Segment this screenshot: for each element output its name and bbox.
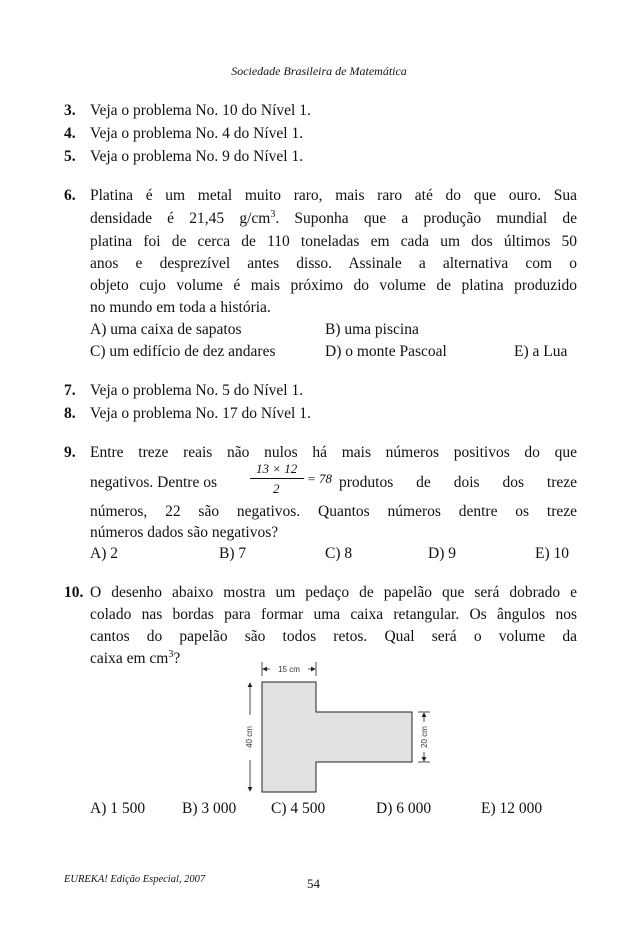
q9-option-a: A) 2 (90, 545, 118, 562)
item-7-text: Veja o problema No. 5 do Nível 1. (90, 382, 304, 399)
q10-option-a: A) 1 500 (90, 800, 146, 817)
q9-option-b: B) 7 (219, 545, 247, 562)
q9-number: 9. (64, 444, 76, 461)
cardboard-shape (262, 682, 412, 792)
q10-line-1: O desenho abaixo mostra um pedaço de papelão que será dobrado e (90, 584, 577, 601)
item-8-text: Veja o problema No. 17 do Nível 1. (90, 405, 311, 422)
footer-publication: EUREKA! Edição Especial, 2007 (64, 874, 206, 885)
item-7-number: 7. (64, 382, 76, 399)
q6-option-d: D) o monte Pascoal (325, 343, 447, 360)
q6-option-b: B) uma piscina (325, 321, 419, 338)
item-5-text: Veja o problema No. 9 do Nível 1. (90, 148, 304, 165)
dim-right-label: 20 cm (420, 726, 429, 748)
q6-line-2b: . Suponha que a produção mundial de (275, 210, 577, 227)
q9-fraction-result: = 78 (307, 471, 333, 486)
q10-option-e: E) 12 000 (481, 800, 543, 817)
item-8-number: 8. (64, 405, 76, 422)
q10-option-b: B) 3 000 (182, 800, 237, 817)
item-4-text: Veja o problema No. 4 do Nível 1. (90, 125, 304, 142)
q6-line-2-superscript: 3 (270, 208, 276, 220)
q10-option-c: C) 4 500 (271, 800, 326, 817)
q6-line-4: anos e desprezível antes disso. Assinale a alternativa com o (90, 255, 577, 272)
dim-top-label: 15 cm (278, 665, 300, 674)
q9-line-2a: negativos. Dentre os (90, 474, 217, 491)
q6-number: 6. (64, 187, 76, 204)
item-4-number: 4. (64, 125, 76, 142)
q6-option-c: C) um edifício de dez andares (90, 343, 276, 360)
q6-line-5: objeto cujo volume é mais próximo do volume de platina produzido (90, 277, 577, 294)
item-3-text: Veja o problema No. 10 do Nível 1. (90, 102, 311, 119)
item-5-number: 5. (64, 148, 76, 165)
q9-fraction-bar (250, 478, 304, 479)
q9-option-c: C) 8 (325, 545, 353, 562)
q9-line-4: números dados são negativos? (90, 524, 279, 541)
q10-number: 10. (64, 584, 84, 601)
q6-option-e: E) a Lua (514, 343, 568, 360)
q9-fraction-denominator: 2 (273, 481, 280, 496)
q10-line-2: colado nas bordas para formar uma caixa retangular. Os ângulos nos (90, 606, 577, 623)
q10-line-4a: caixa em cm (90, 650, 169, 667)
q9-option-d: D) 9 (428, 545, 456, 562)
q6-line-3: platina foi de cerca de 110 toneladas em cada um dos últimos 50 (90, 233, 577, 250)
page-header: Sociedade Brasileira de Matemática (231, 64, 407, 78)
q6-line-2a: densidade é 21,45 g/cm (90, 210, 271, 227)
q10-line-3: cantos do papelão são todos retos. Qual será o volume da (90, 628, 577, 645)
cardboard-diagram (220, 660, 440, 800)
q10-option-d: D) 6 000 (376, 800, 432, 817)
q9-option-e: E) 10 (535, 545, 570, 562)
page-number: 54 (307, 876, 320, 891)
q6-line-6: no mundo em toda a história. (90, 299, 271, 316)
item-3-number: 3. (64, 102, 76, 119)
q10-line-4-superscript: 3 (168, 648, 174, 660)
q9-line-2b: produtos de dois dos treze (339, 474, 577, 491)
q9-line-1: Entre treze reais não nulos há mais números positivos do que (90, 444, 577, 461)
q9-fraction-numerator: 13 × 12 (256, 461, 298, 476)
dim-left-label: 40 cm (245, 726, 254, 748)
q6-line-2 (90, 208, 577, 229)
q6-option-a: A) uma caixa de sapatos (90, 321, 242, 338)
q10-line-4b: ? (173, 650, 181, 667)
q9-line-3: números, 22 são negativos. Quantos números dentre os treze (90, 503, 577, 520)
q6-line-1: Platina é um metal muito raro, mais raro até do que ouro. Sua (90, 187, 577, 204)
